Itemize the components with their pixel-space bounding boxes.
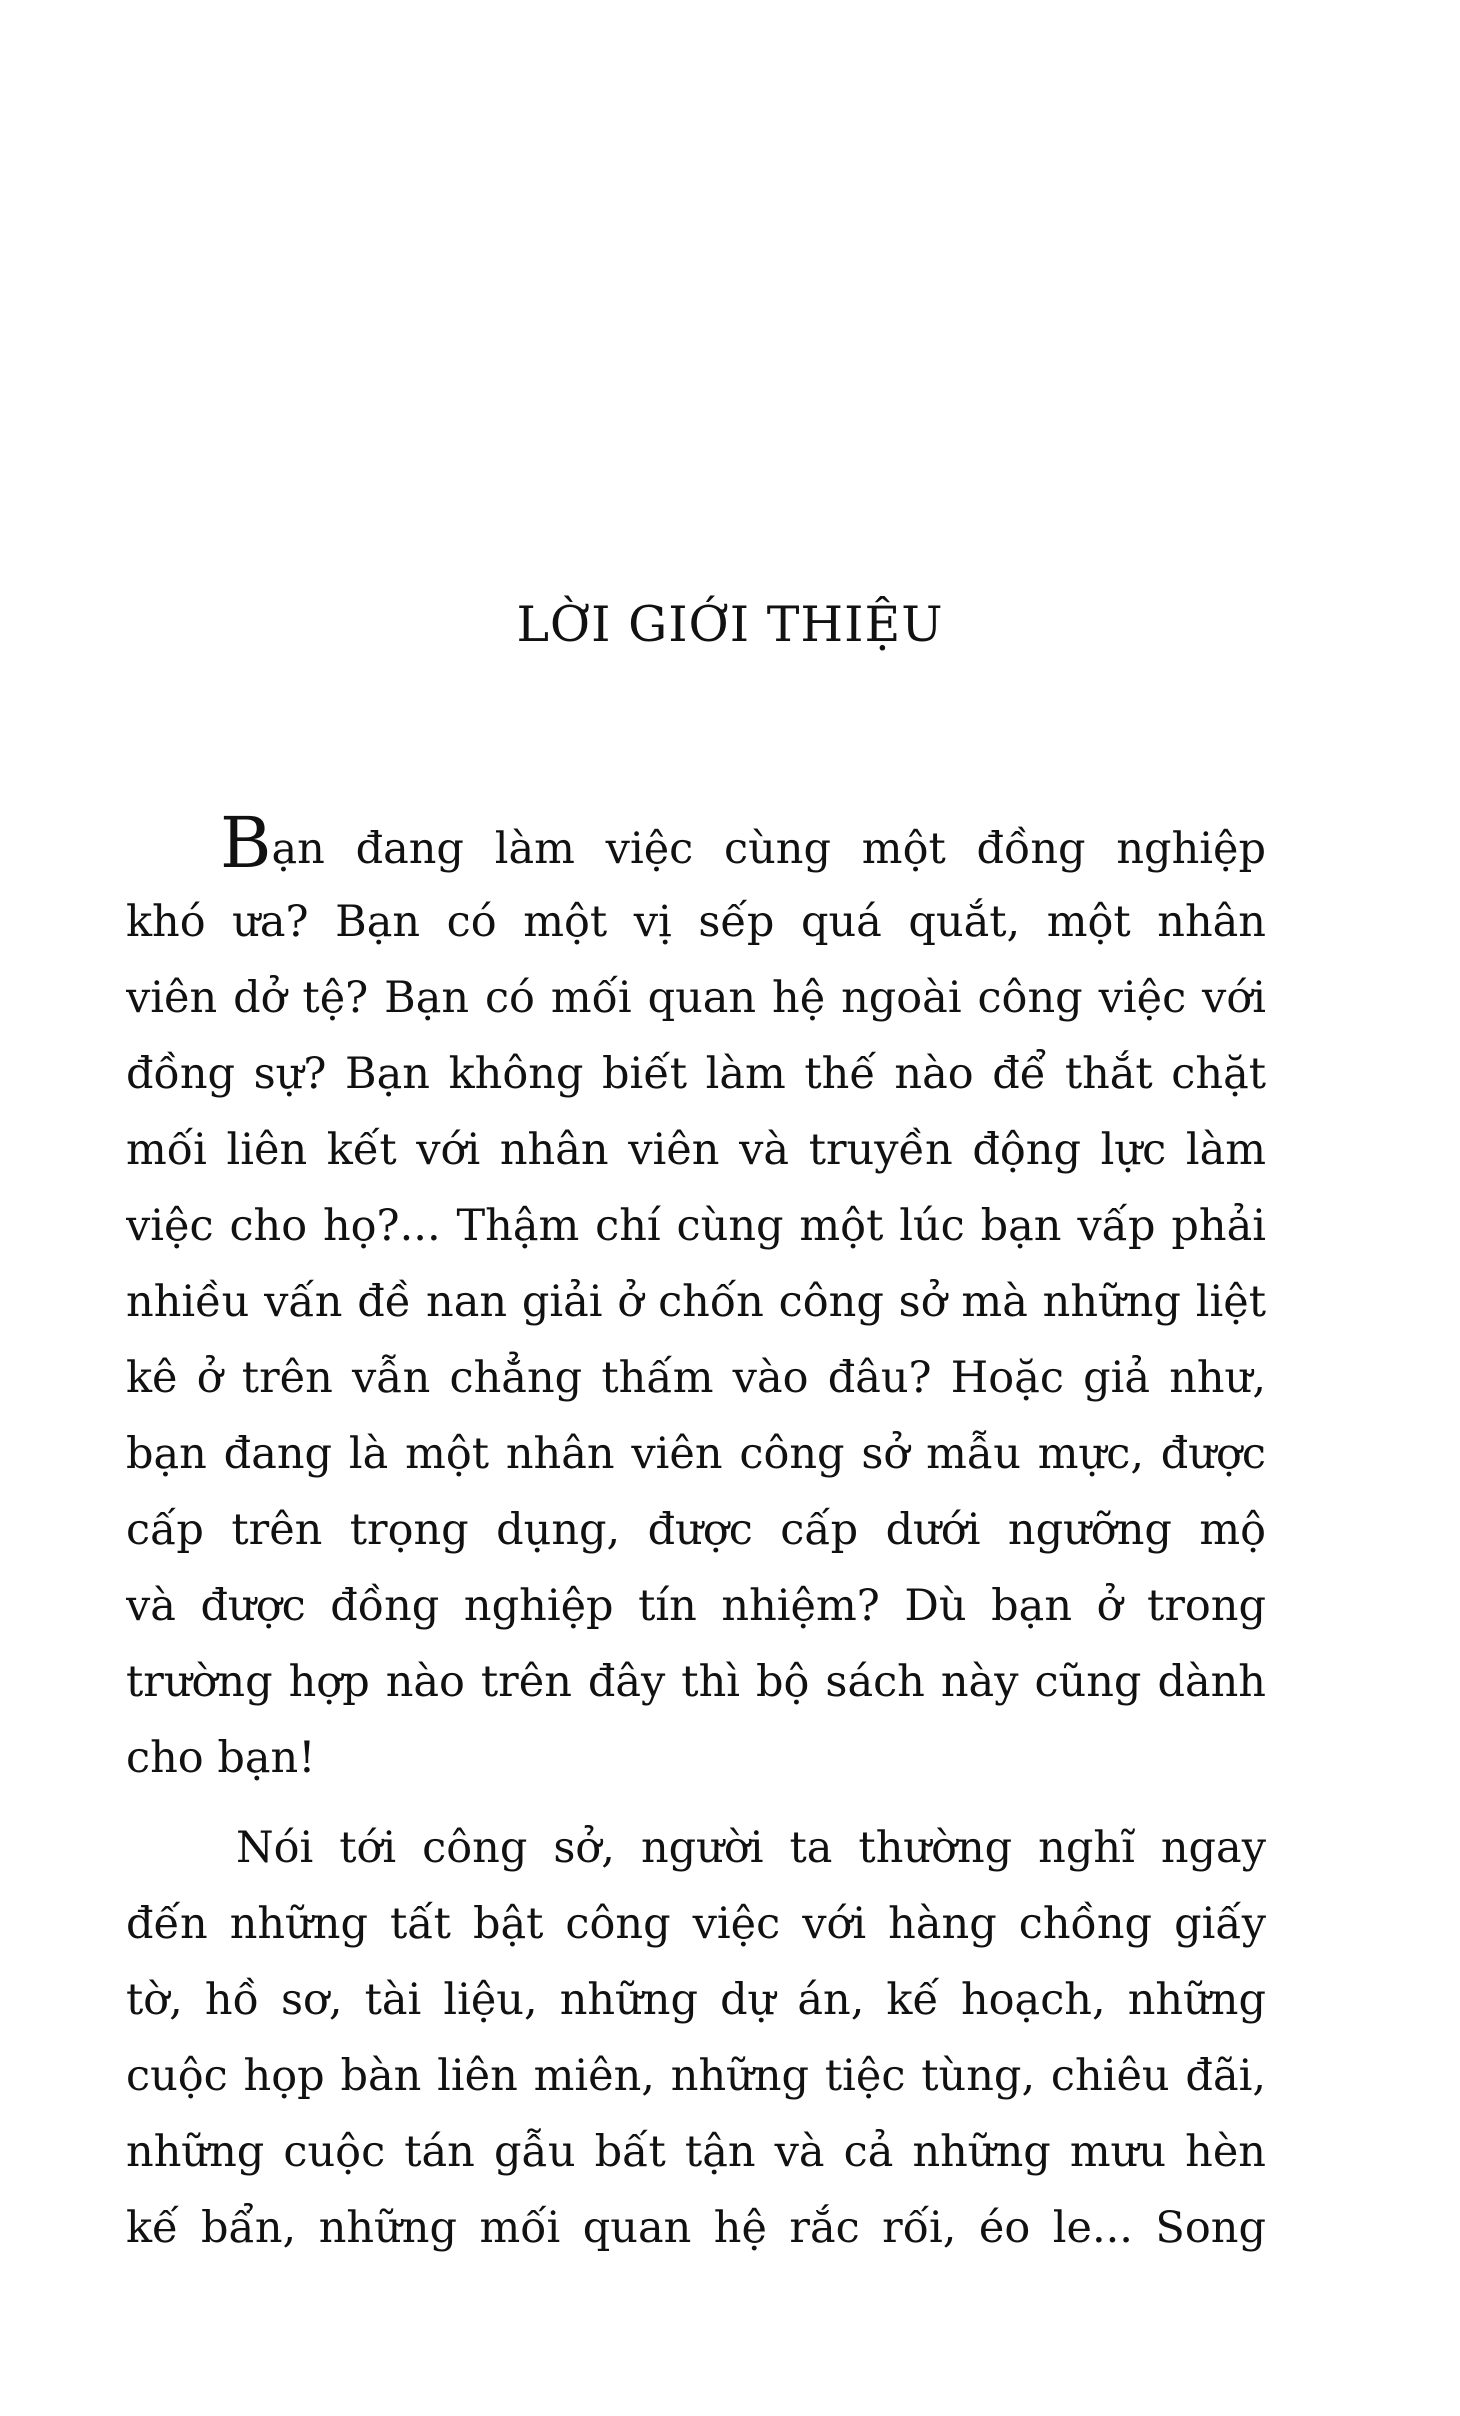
paragraph-line: bạn đang là một nhân viên công sở mẫu mực, được [126, 1429, 1266, 1479]
paragraph-line: cấp trên trọng dụng, được cấp dưới ngưỡng mộ [126, 1505, 1266, 1555]
paragraph-line: kế bẩn, những mối quan hệ rắc rối, éo le... Song [126, 2203, 1266, 2253]
paragraph-line: Nói tới công sở, người ta thường nghĩ ngay [236, 1823, 1266, 1873]
paragraph-2 [126, 1810, 1266, 2266]
paragraph-line [126, 808, 1266, 884]
paragraph-line: trường hợp nào trên đây thì bộ sách này cũng dành [126, 1657, 1266, 1707]
paragraph-1 [126, 808, 1266, 1796]
paragraph-line: nhiều vấn đề nan giải ở chốn công sở mà những liệt [126, 1277, 1266, 1327]
drop-cap: B [220, 808, 272, 884]
paragraph-line: mối liên kết với nhân viên và truyền động lực làm [126, 1125, 1266, 1175]
page-title: LỜI GIỚI THIỆU [516, 596, 944, 653]
paragraph-line: việc cho họ?... Thậm chí cùng một lúc bạn vấp phải [126, 1201, 1266, 1251]
paragraph-line: cuộc họp bàn liên miên, những tiệc tùng, chiêu đãi, [126, 2051, 1266, 2101]
paragraph-line: cho bạn! [126, 1733, 316, 1783]
paragraph-line: đến những tất bật công việc với hàng chồng giấy [126, 1899, 1266, 1949]
paragraph-line: và được đồng nghiệp tín nhiệm? Dù bạn ở trong [126, 1581, 1266, 1631]
paragraph-line: viên dở tệ? Bạn có mối quan hệ ngoài công việc với [126, 973, 1266, 1023]
paragraph-line: kê ở trên vẫn chẳng thấm vào đâu? Hoặc giả như, [126, 1353, 1266, 1403]
paragraph-line: những cuộc tán gẫu bất tận và cả những mưu hèn [126, 2127, 1266, 2177]
paragraph-line: tờ, hồ sơ, tài liệu, những dự án, kế hoạch, những [126, 1975, 1266, 2025]
first-line-text: ạn đang làm việc cùng một đồng nghiệp [271, 824, 1266, 874]
paragraph-line: khó ưa? Bạn có một vị sếp quá quắt, một nhân [126, 897, 1266, 947]
paragraph-line: đồng sự? Bạn không biết làm thế nào để thắt chặt [126, 1049, 1266, 1099]
